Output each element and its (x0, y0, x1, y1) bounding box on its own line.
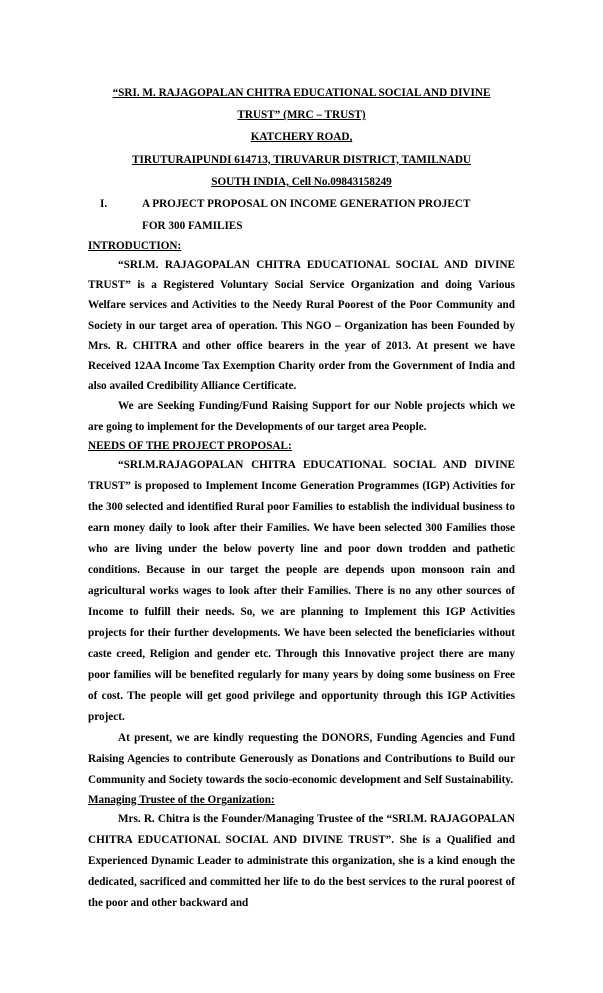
proposal-title (88, 193, 515, 237)
trustee-heading-text: Managing Trustee of the Organization (88, 793, 271, 806)
proposal-number: I. (100, 198, 108, 211)
introduction-section (88, 237, 515, 437)
header-line-5: SOUTH INDIA, Cell No.09843158249 (211, 175, 392, 188)
header-line-3: KATCHERY ROAD, (250, 131, 353, 144)
needs-section (88, 437, 515, 791)
proposal-title-line-2: FOR 300 FAMILIES (142, 220, 243, 233)
introduction-heading: INTRODUCTION: (88, 240, 182, 253)
introduction-paragraph-2: We are Seeking Funding/Fund Raising Support for our Noble projects which we are going to implement for the Developments of our target area People. (88, 400, 515, 433)
header-line-4: TIRUTURAIPUNDI 614713, TIRUVARUR DISTRICT, TAMILNADU (132, 153, 471, 166)
trustee-section (88, 791, 515, 914)
organization-header (88, 82, 515, 193)
header-line-2: TRUST” (MRC – TRUST) (237, 109, 366, 122)
header-line-1: “SRI. M. RAJAGOPALAN CHITRA EDUCATIONAL SOCIAL AND DIVINE (112, 87, 491, 99)
needs-heading: NEEDS OF THE PROJECT PROPOSAL: (88, 439, 292, 452)
needs-paragraph-2: At present, we are kindly requesting the DONORS, Funding Agencies and Fund Raising Agencies to contribute Generously as Donations and Contributions to Build our Community and Society towards the socio-economic development and Self Sustainability. (88, 731, 515, 786)
introduction-paragraph-1: “SRI.M. RAJAGOPALAN CHITRA EDUCATIONAL SOCIAL AND DIVINE TRUST” is a Registered Voluntary Social Service Organization and doing Various Welfare services and Activities to the Needy Rural Poorest of the Poor Community and Society in our target area of operation. This NGO – Organization has been Founded by Mrs. R. CHITRA and other office bearers in the year of 2013. At present we have Received 12AA Income Tax Exemption Charity order from the Government of India and also availed Credibility Alliance Certificate. (88, 259, 515, 393)
document-page (88, 82, 515, 914)
trustee-heading-colon: : (270, 793, 275, 806)
needs-paragraph-1: “SRI.M.RAJAGOPALAN CHITRA EDUCATIONAL SOCIAL AND DIVINE TRUST” is proposed to Implement Income Generation Programmes (IGP) Activities for the 300 selected and identified Rural poor Families to establish the individual business to earn money daily to look after their Families. We have been selected 300 Families those who are living under the below poverty line and poor down trodden and pathetic conditions. Because in our target the people are depends upon monsoon rain and agricultural works wages to look after their Families. There is no any other sources of Income to fulfill their needs. So, we are planning to Implement this IGP Activities projects for their further developments. We have been selected the beneficiaries without caste creed, Religion and gender etc. Through this Innovative project there are many poor families will be benefited regularly for many years by doing some business on Free of cost. The people will get good privilege and opportunity through this IGP Activities project. (88, 458, 515, 723)
trustee-paragraph-1: Mrs. R. Chitra is the Founder/Managing Trustee of the “SRI.M. RAJAGOPALAN CHITRA EDUCATIONAL SOCIAL AND DIVINE TRUST”. She is a Qualified and Experienced Dynamic Leader to administrate this organization, she is a kind enough the dedicated, sacrificed and committed her life to do the best services to the rural poorest of the poor and other backward and (88, 812, 515, 909)
trustee-heading (88, 791, 515, 809)
proposal-title-line-1: A PROJECT PROPOSAL ON INCOME GENERATION PROJECT (142, 198, 471, 211)
